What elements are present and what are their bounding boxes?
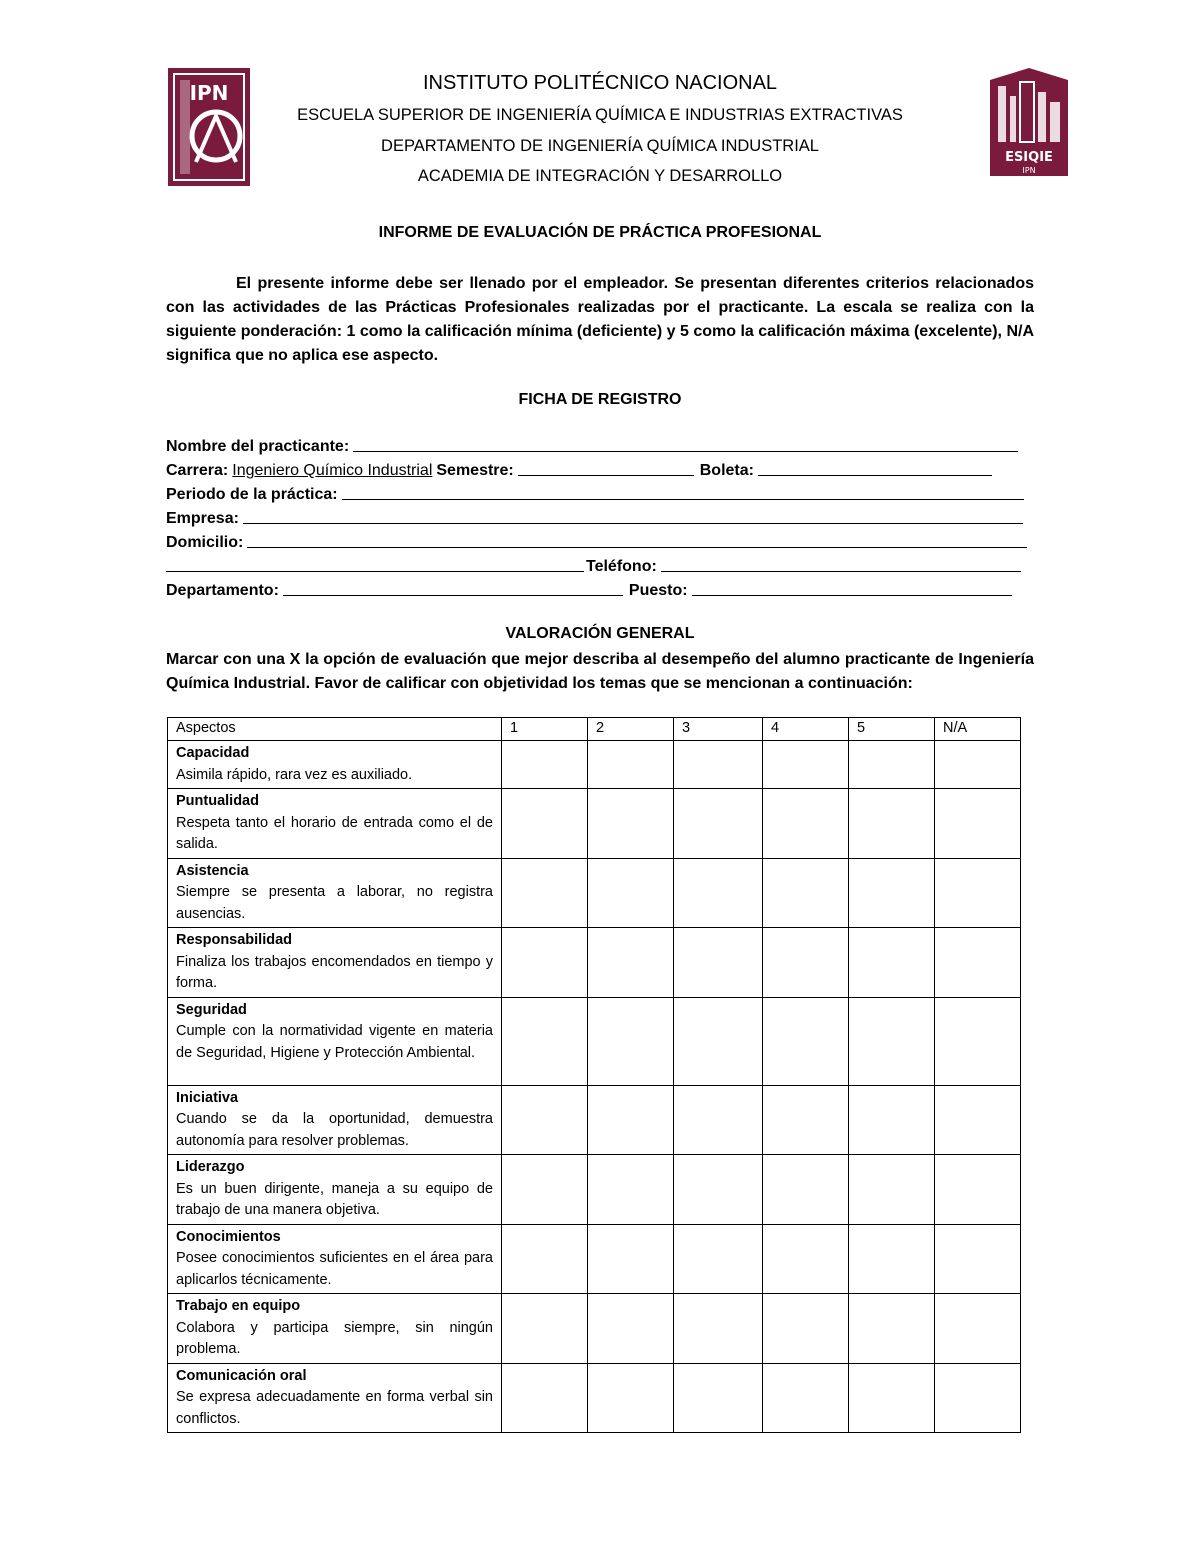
rating-cell[interactable] [763, 928, 849, 998]
rating-cell[interactable] [502, 928, 588, 998]
aspect-name: Trabajo en equipo [176, 1298, 301, 1314]
rating-cell[interactable] [588, 1085, 674, 1155]
rating-cell[interactable] [849, 1224, 935, 1294]
table-row [168, 1294, 1021, 1364]
table-row [168, 1224, 1021, 1294]
rating-cell[interactable] [674, 741, 763, 789]
table-row [168, 997, 1021, 1085]
rating-cell[interactable] [763, 1363, 849, 1433]
rating-cell[interactable] [588, 741, 674, 789]
rating-cell[interactable] [763, 858, 849, 928]
phone-field[interactable] [661, 555, 1021, 572]
rating-cell[interactable] [502, 789, 588, 859]
rating-cell[interactable] [849, 1085, 935, 1155]
rating-cell[interactable] [849, 858, 935, 928]
aspect-cell [168, 789, 502, 859]
rating-cell[interactable] [502, 1155, 588, 1225]
semester-label: Semestre: [436, 462, 514, 479]
career-value: Ingeniero Químico Industrial [232, 462, 433, 479]
evaluation-title: VALORACIÓN GENERAL [505, 625, 695, 642]
institute-name: INSTITUTO POLITÉCNICO NACIONAL [422, 72, 778, 94]
school-name: ESCUELA SUPERIOR DE INGENIERÍA QUÍMICA E INDUSTRIAS EXTRACTIVAS [297, 106, 903, 124]
rating-cell[interactable] [588, 1294, 674, 1364]
boleta-label: Boleta: [699, 462, 754, 479]
aspect-name: Puntualidad [176, 793, 259, 809]
career-label: Carrera: [166, 462, 229, 479]
column-header: 5 [849, 718, 935, 741]
rating-cell[interactable] [935, 789, 1021, 859]
company-row [166, 504, 1034, 528]
aspect-name: Capacidad [176, 745, 250, 761]
aspect-name: Liderazgo [176, 1159, 245, 1175]
dept-field[interactable] [283, 579, 623, 596]
intro-paragraph: El presente informe debe ser llenado por el empleador. Se presentan diferentes criterios relacionados con las actividades de las Prácticas Profesionales realizadas por el practicante. La escala se realiza con la siguiente ponderación: 1 como la calificación mínima (deficiente) y 5 como la calificación máxima (excelente), N/A significa que no aplica ese aspecto. [166, 275, 1034, 364]
aspect-cell [168, 741, 502, 789]
rating-cell[interactable] [935, 1155, 1021, 1225]
phone-label: Teléfono: [586, 558, 657, 575]
rating-cell[interactable] [502, 1294, 588, 1364]
rating-cell[interactable] [935, 1363, 1021, 1433]
rating-cell[interactable] [935, 1224, 1021, 1294]
rating-cell[interactable] [849, 789, 935, 859]
rating-cell[interactable] [502, 741, 588, 789]
rating-cell[interactable] [763, 789, 849, 859]
aspect-description: Siempre se presenta a laborar, no registra ausencias. [176, 884, 493, 922]
name-field[interactable] [353, 435, 1018, 452]
department-name: DEPARTAMENTO DE INGENIERÍA QUÍMICA INDUSTRIAL [381, 137, 819, 155]
table-row [168, 1155, 1021, 1225]
rating-cell[interactable] [935, 997, 1021, 1085]
column-header: Aspectos [168, 718, 502, 741]
company-label: Empresa: [166, 510, 239, 527]
rating-cell[interactable] [763, 997, 849, 1085]
rating-cell[interactable] [502, 1363, 588, 1433]
rating-cell[interactable] [674, 997, 763, 1085]
esiqie-logo [988, 66, 1070, 178]
phone-row [166, 552, 1034, 576]
rating-cell[interactable] [935, 858, 1021, 928]
column-header: 4 [763, 718, 849, 741]
table-row [168, 858, 1021, 928]
svg-text:IPN: IPN [189, 81, 229, 105]
aspect-cell [168, 1085, 502, 1155]
rating-cell[interactable] [849, 1294, 935, 1364]
rating-cell[interactable] [763, 1294, 849, 1364]
address-label: Domicilio: [166, 534, 244, 551]
aspect-description: Colabora y participa siempre, sin ningún problema. [176, 1319, 493, 1357]
rating-cell[interactable] [674, 1294, 763, 1364]
rating-cell[interactable] [502, 858, 588, 928]
rating-cell[interactable] [849, 997, 935, 1085]
column-header: 3 [674, 718, 763, 741]
rating-cell[interactable] [763, 741, 849, 789]
rating-cell[interactable] [763, 1224, 849, 1294]
column-header: 2 [588, 718, 674, 741]
rating-cell[interactable] [935, 928, 1021, 998]
column-header: 1 [502, 718, 588, 741]
dept-row [166, 576, 1034, 600]
aspect-cell [168, 997, 502, 1085]
rating-cell[interactable] [935, 741, 1021, 789]
rating-cell[interactable] [763, 1155, 849, 1225]
table-header-row [168, 718, 1021, 741]
rating-cell[interactable] [935, 1085, 1021, 1155]
aspect-cell [168, 1294, 502, 1364]
rating-cell[interactable] [674, 858, 763, 928]
aspect-description: Cumple con la normatividad vigente en materia de Seguridad, Higiene y Protección Ambiental. [176, 1023, 493, 1061]
rating-cell[interactable] [588, 1224, 674, 1294]
rating-cell[interactable] [849, 741, 935, 789]
period-label: Periodo de la práctica: [166, 486, 338, 503]
rating-cell[interactable] [674, 1155, 763, 1225]
rating-cell[interactable] [849, 928, 935, 998]
rating-cell[interactable] [674, 928, 763, 998]
aspect-description: Asimila rápido, rara vez es auxiliado. [176, 766, 413, 783]
evaluation-instructions: Marcar con una X la opción de evaluación que mejor describa al desempeño del alumno practicante de Ingeniería Química Industrial. Favor de calificar con objetividad los temas que se mencionan a continuación: [166, 651, 1034, 692]
rating-cell[interactable] [674, 1224, 763, 1294]
rating-cell[interactable] [502, 1085, 588, 1155]
address-row [166, 528, 1034, 552]
aspect-cell [168, 858, 502, 928]
rating-cell[interactable] [502, 1224, 588, 1294]
aspect-description: Respeta tanto el horario de entrada como el de salida. [176, 814, 493, 852]
report-title: INFORME DE EVALUACIÓN DE PRÁCTICA PROFESIONAL [378, 224, 822, 241]
rating-cell[interactable] [674, 789, 763, 859]
aspect-name: Asistencia [176, 862, 249, 879]
address-continued-field[interactable] [166, 555, 584, 572]
name-row [166, 432, 1034, 456]
name-label: Nombre del practicante: [166, 438, 350, 455]
boleta-field[interactable] [758, 459, 992, 476]
aspect-description: Se expresa adecuadamente en forma verbal sin conflictos. [176, 1389, 493, 1427]
column-header: N/A [935, 718, 1021, 741]
table-row [168, 741, 1021, 789]
aspect-cell [168, 1363, 502, 1433]
table-row [168, 1085, 1021, 1155]
aspect-name: Seguridad [176, 1001, 247, 1018]
company-field[interactable] [243, 507, 1023, 524]
ipn-logo [166, 66, 252, 188]
address-field[interactable] [247, 531, 1027, 548]
svg-text:ESIQIE: ESIQIE [1005, 150, 1053, 165]
rating-cell[interactable] [588, 1155, 674, 1225]
rating-cell[interactable] [674, 1085, 763, 1155]
period-field[interactable] [342, 483, 1024, 500]
position-field[interactable] [692, 579, 1012, 596]
rating-cell[interactable] [849, 1363, 935, 1433]
aspect-cell [168, 1155, 502, 1225]
career-row [166, 456, 1034, 480]
table-row [168, 1363, 1021, 1433]
rating-cell[interactable] [588, 1363, 674, 1433]
aspect-cell [168, 1224, 502, 1294]
academy-name: ACADEMIA DE INTEGRACIÓN Y DESARROLLO [417, 167, 783, 185]
table-row [168, 789, 1021, 859]
aspect-name: Responsabilidad [176, 932, 293, 948]
rating-cell[interactable] [588, 928, 674, 998]
aspect-name: Comunicación oral [176, 1367, 307, 1384]
rating-cell[interactable] [502, 997, 588, 1085]
semester-field[interactable] [518, 459, 694, 476]
registration-title: FICHA DE REGISTRO [518, 391, 682, 408]
rating-cell[interactable] [588, 858, 674, 928]
aspect-name: Conocimientos [176, 1228, 281, 1245]
evaluation-table [167, 717, 1021, 1433]
rating-cell[interactable] [849, 1155, 935, 1225]
rating-cell[interactable] [935, 1294, 1021, 1364]
table-row [168, 928, 1021, 998]
svg-text:IPN: IPN [1022, 166, 1036, 175]
dept-label: Departamento: [166, 582, 279, 599]
rating-cell[interactable] [588, 789, 674, 859]
aspect-cell [168, 928, 502, 998]
period-row [166, 480, 1034, 504]
rating-cell[interactable] [588, 997, 674, 1085]
aspect-description: Cuando se da la oportunidad, demuestra autonomía para resolver problemas. [176, 1111, 493, 1149]
rating-cell[interactable] [674, 1363, 763, 1433]
aspect-description: Finaliza los trabajos encomendados en tiempo y forma. [176, 953, 493, 991]
aspect-name: Iniciativa [176, 1089, 239, 1106]
rating-cell[interactable] [763, 1085, 849, 1155]
aspect-description: Posee conocimientos suficientes en el área para aplicarlos técnicamente. [176, 1250, 493, 1288]
position-label: Puesto: [628, 582, 688, 599]
aspect-description: Es un buen dirigente, maneja a su equipo de trabajo de una manera objetiva. [176, 1180, 493, 1218]
